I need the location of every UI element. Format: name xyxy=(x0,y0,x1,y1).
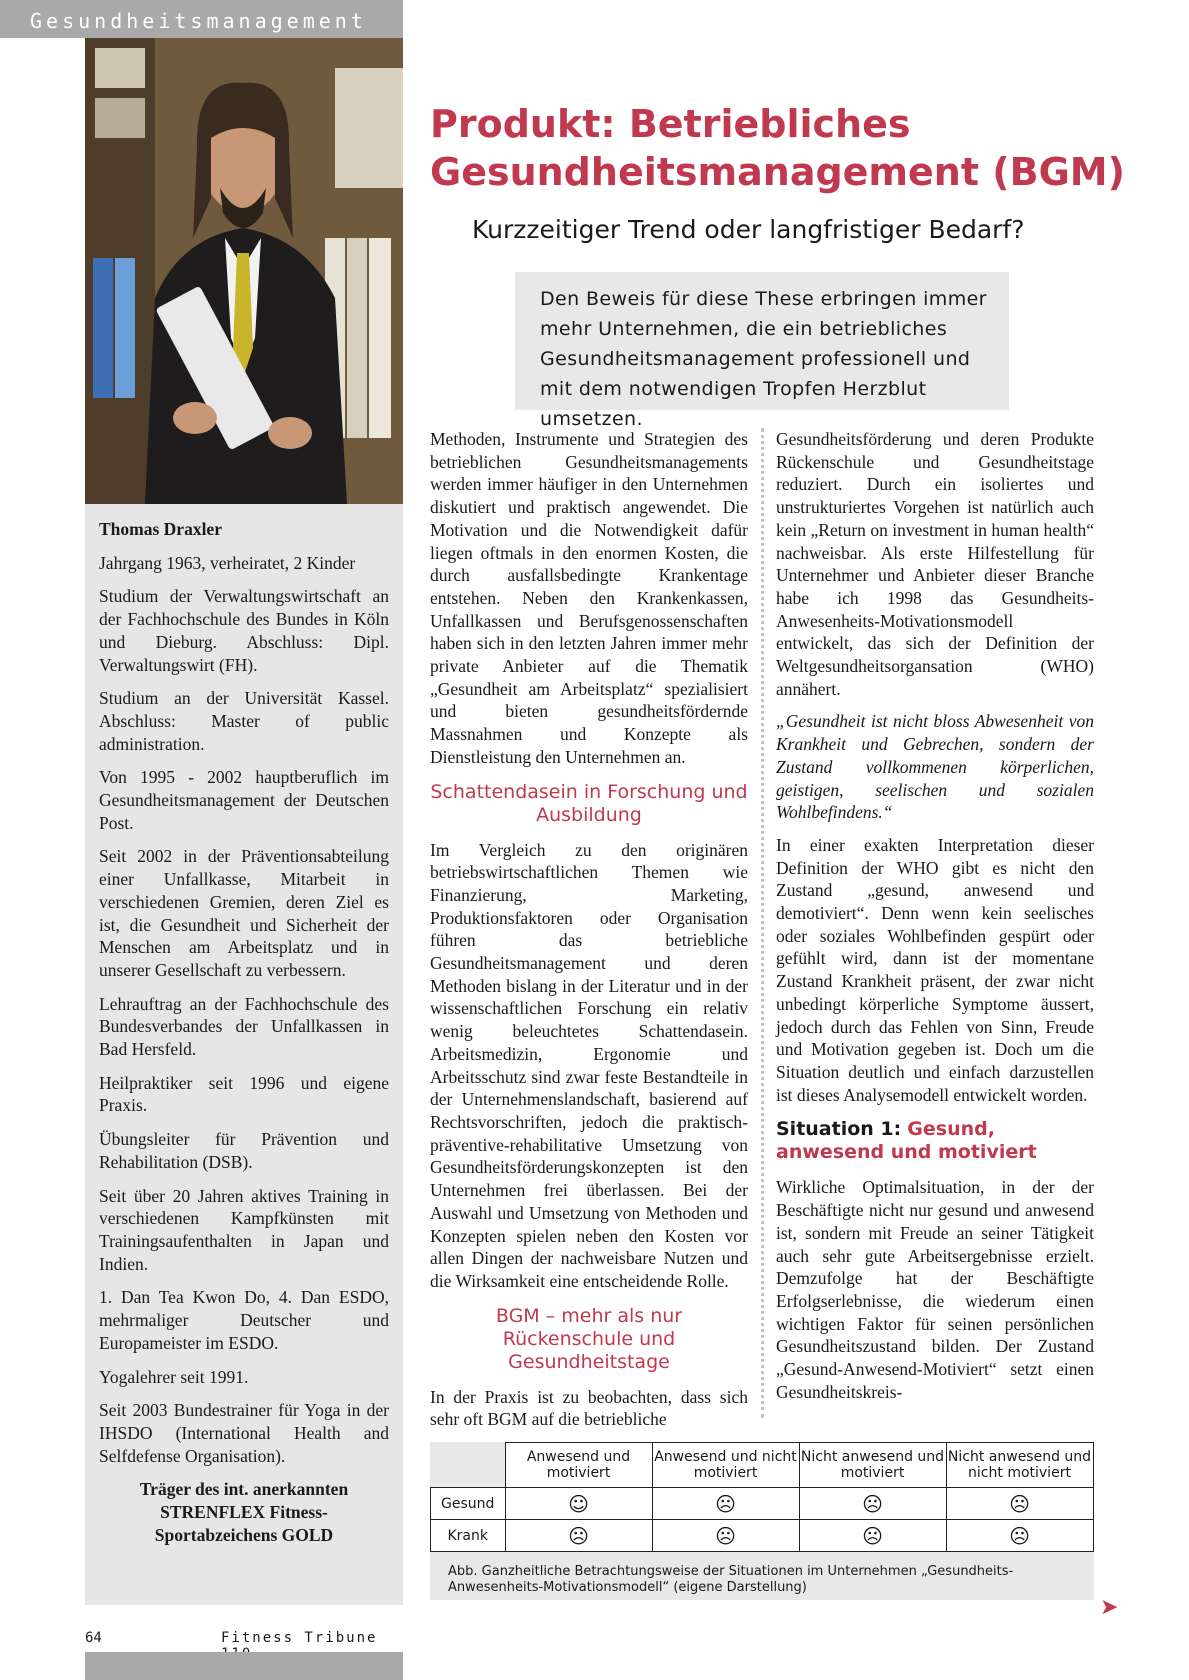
section-header-bar xyxy=(0,0,403,38)
bio-paragraph: Jahrgang 1963, verheiratet, 2 Kinder xyxy=(99,552,356,573)
table-header: Anwesend und motiviert xyxy=(505,1443,652,1488)
table-row xyxy=(431,1488,1094,1520)
section-heading: Schattendasein in Forschung und Ausbildung xyxy=(430,780,748,826)
body-paragraph: In der Praxis ist zu beobachten, dass sich sehr oft BGM auf die betriebliche xyxy=(430,1386,748,1430)
author-photo-illustration xyxy=(85,38,403,504)
author-bio xyxy=(99,518,389,1557)
body-paragraph: Methoden, Instrumente und Strategien des betrieblichen Gesundheitsmanagements werden immer häufiger in den Unternehmen diskutiert und praktisch angewendet. Die Motivation und die Notwendigkeit dafür liegen oftmals in den enormen Kosten, die durch ausfallsbedingte Krankentage entstehen. Neben den Krankenkassen, Unfallkassen und Berufsgenossenschaften haben sich in den letzten Jahren immer mehr private Anbieter auf die Thematik „Gesundheit am Arbeitsplatz“ spezialisiert und bieten gesundheitsfördernde Massnahmen und Konzepte als Dienstleistung den Unternehmen an. xyxy=(430,429,748,767)
author-award: Träger des int. anerkannten STRENFLEX Fitness-Sportabzeichens GOLD xyxy=(139,1479,349,1545)
table-caption: Abb. Ganzheitliche Betrachtungsweise der Situationen im Unternehmen „Gesundheits-Anwesenheits-Motivationsmodell“ (eigene Darstellung) xyxy=(448,1564,1014,1595)
body-paragraph: Wirkliche Optimalsituation, in der der Beschäftigte nicht nur gesund und anwesend ist, sondern mit Freude an seiner Tätigkeit auch sehr gute Arbeitsergebnisse erzielt. Demzufolge hat der Beschäftigte Erfolgserlebnisse, die wiederum einen wichtigen Faktor für seinen persönlichen Gesundheitszustand bilden. Der Zustand „Gesund-Anwesend-Motiviert“ setzt einen Gesundheitskreis- xyxy=(776,1177,1094,1402)
article-intro: Den Beweis für diese These erbringen immer mehr Unternehmen, die ein betriebliches Gesundheitsmanagement professionell und mit dem notwendigen Tropfen Herzblut umsetzen. xyxy=(515,272,1009,410)
bio-paragraph: Studium an der Universität Kassel. Abschluss: Master of public administration. xyxy=(99,688,389,754)
table-header: Nicht anwesend und nicht motiviert xyxy=(946,1443,1093,1488)
bio-paragraph: Von 1995 - 2002 hauptberuflich im Gesundheitsmanagement der Deutschen Post. xyxy=(99,767,389,833)
table-header: Nicht anwesend und motiviert xyxy=(799,1443,946,1488)
frown-icon: ☹ xyxy=(946,1520,1093,1552)
bio-paragraph: Seit 2003 Bundestrainer für Yoga in der IHSDO (International Health and Selfdefense Organisation). xyxy=(99,1400,389,1466)
situation-table xyxy=(430,1442,1094,1552)
article-title: Produkt: Betriebliches Gesundheitsmanagement (BGM) xyxy=(430,102,1125,194)
page-number: 64 xyxy=(85,1630,102,1646)
table-corner xyxy=(431,1443,506,1488)
author-name: Thomas Draxler xyxy=(99,519,222,539)
row-label: Gesund xyxy=(431,1488,506,1520)
smiley-icon: ☺ xyxy=(505,1488,652,1520)
body-paragraph: Gesundheitsförderung und deren Produkte Rückenschule und Gesundheitstage reduziert. Durch ein isoliertes und unstrukturiertes Vorgehen ist natürlich auch kein „Return on investment in human health“ nachweisbar. Als erste Hilfestellung für Unternehmer und Anbieter dieser Branche habe ich 1998 das Gesundheits-Anwesenheits-Motivationsmodell entwickelt, das sich der Definition der Weltgesundheitsorgansation (WHO) annähert. xyxy=(776,429,1094,699)
table-header: Anwesend und nicht motiviert xyxy=(652,1443,799,1488)
frown-icon: ☹ xyxy=(652,1488,799,1520)
bio-paragraph: Seit 2002 in der Präventionsabteilung einer Unfallkasse, Mitarbeit in verschiedenen Gremien, deren Ziel es ist, die Gesundheit und Sicherheit der Menschen am Arbeitsplatz und in unserer Gesellschaft zu verbessern. xyxy=(99,846,389,980)
row-label: Krank xyxy=(431,1520,506,1552)
section-heading: BGM – mehr als nur Rückenschule und Gesundheitstage xyxy=(495,1304,683,1373)
frown-icon: ☹ xyxy=(799,1488,946,1520)
section-label: Gesundheitsmanagement xyxy=(30,9,367,33)
table-row xyxy=(431,1520,1094,1552)
bio-paragraph: 1. Dan Tea Kwon Do, 4. Dan ESDO, mehrmaliger Deutscher und Europameister im ESDO. xyxy=(99,1287,389,1353)
article-subtitle: Kurzzeitiger Trend oder langfristiger Bedarf? xyxy=(472,215,1025,244)
footer-bar xyxy=(85,1652,403,1680)
frown-icon: ☹ xyxy=(799,1520,946,1552)
situation-table-panel xyxy=(430,1442,1094,1600)
frown-icon: ☹ xyxy=(652,1520,799,1552)
section-heading xyxy=(776,1118,1094,1164)
bio-paragraph: Heilpraktiker seit 1996 und eigene Praxis. xyxy=(99,1072,389,1116)
author-photo xyxy=(85,38,403,504)
heading-lead: Situation 1: xyxy=(776,1118,902,1141)
body-paragraph: Im Vergleich zu den originären betriebswirtschaftlichen Themen wie Finanzierung, Marketing, Produktionsfaktoren oder Organisation führen das betriebliche Gesundheitsmanagement und deren Methoden bislang in der Literatur und in der wissenschaftlichen Forschung ein relativ wenig beleuchtetes Schattendasein. Arbeitsmedizin, Ergonomie und Arbeitsschutz sind zwar feste Bestandteile in der Unternehmenslandschaft, basierend auf Rechtsvorschriften, jedoch die praktisch-präventive-rehabilitative Umsetzung von Gesundheitsförderungskonzepten ist den Unternehmen frei überlassen. Bei der Auswahl und Umsetzung von Methoden und Konzepten spielen neben den Kosten vor allen Dingen der nachweisbare Nutzen und die Wirksamkeit eine entscheidende Rolle. xyxy=(430,839,748,1291)
body-paragraph: In einer exakten Interpretation dieser Definition der WHO gibt es nicht den Zustand „gesund, anwesend und demotiviert“. Denn wenn kein seelisches oder soziales Wohlbefinden gespürt oder gefühlt wird, dann ist der momentane Zustand Krankheit präsent, der zwar nicht unbedingt körperliche Symptome äussert, jedoch durch das Fehlen von Sinn, Freude und Motivation gegeben ist. Doch um die Situation deutlich und einfach darzustellen ist dieses Analysemodell entwickelt worden. xyxy=(776,834,1094,1105)
who-quote: „Gesundheit ist nicht bloss Abwesenheit von Krankheit und Gebrechen, sondern der Zustand vollkommenen körperlichen, geistigen, seelischen und sozialen Wohlbefindens.“ xyxy=(776,711,1094,823)
arrow-right-icon[interactable]: ➤ xyxy=(1100,1594,1119,1619)
bio-paragraph: Yogalehrer seit 1991. xyxy=(99,1366,249,1387)
bio-paragraph: Studium der Verwaltungswirtschaft an der Fachhochschule des Bundes in Köln und Dieburg. Abschluss: Dipl. Verwaltungswirt (FH). xyxy=(99,586,389,675)
frown-icon: ☹ xyxy=(505,1520,652,1552)
bio-paragraph: Seit über 20 Jahren aktives Training in verschiedenen Kampfkünsten mit Trainingsaufenthalten in Japan und Indien. xyxy=(99,1185,389,1274)
magazine-name: Fitness Tribune xyxy=(221,1630,378,1646)
frown-icon: ☹ xyxy=(946,1488,1093,1520)
bio-paragraph: Übungsleiter für Prävention und Rehabilitation (DSB). xyxy=(99,1129,389,1172)
article-column-1 xyxy=(430,428,748,1441)
column-divider xyxy=(761,428,764,1418)
heading-rest: Gesund, anwesend und motiviert xyxy=(776,1118,1037,1164)
bio-paragraph: Lehrauftrag an der Fachhochschule des Bundesverbandes der Unfallkassen in Bad Hersfeld. xyxy=(99,993,389,1060)
article-column-2 xyxy=(776,428,1094,1413)
